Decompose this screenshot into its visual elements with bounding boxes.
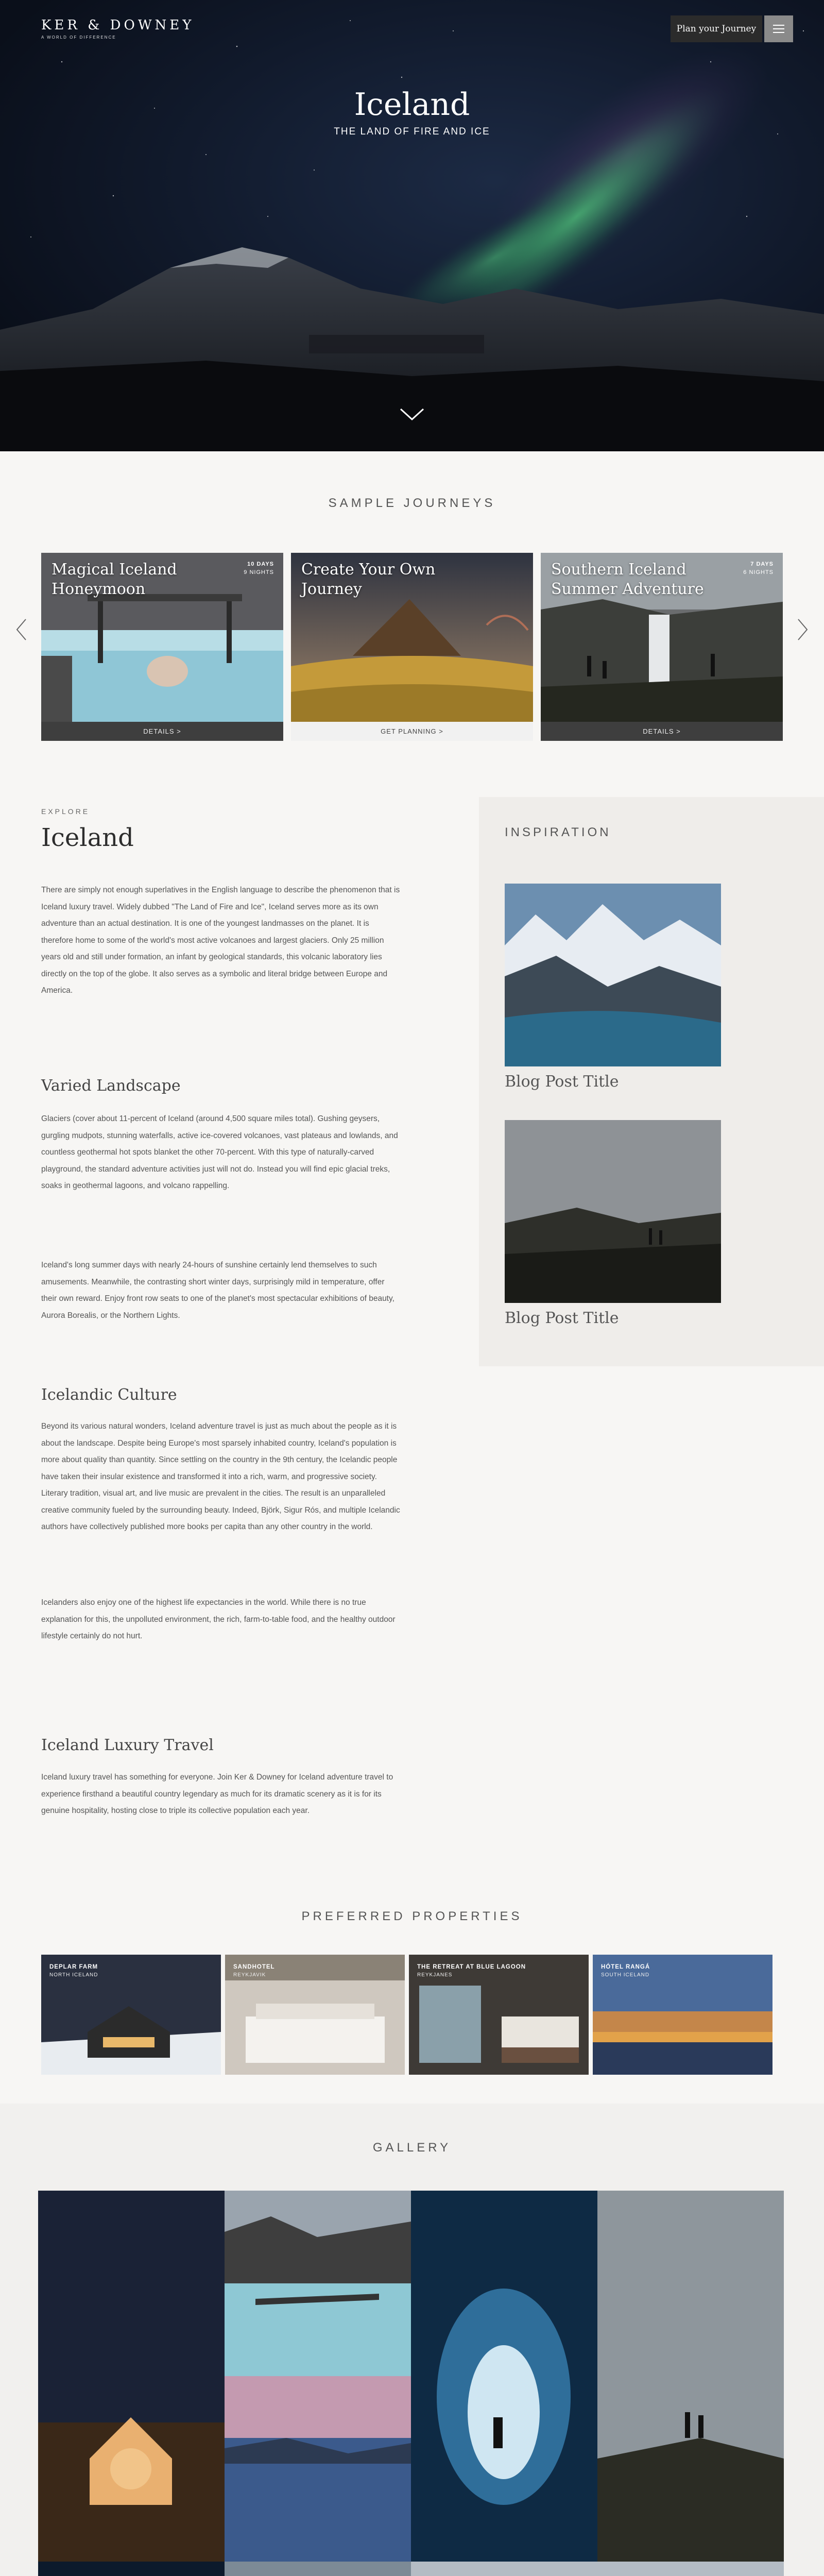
culture-paragraph: Icelanders also enjoy one of the highest life expectancies in the world. While there is no true explanation for this, the unpolluted environment, the rich, farm-to-table food, and the healthy outdoor lifestyle certainly do not hurt. [41,1598,396,1640]
section-heading-landscape: Varied Landscape [41,1077,181,1095]
gallery-image-sunset-lake[interactable] [225,2376,411,2562]
property-location: SOUTH ICELAND [601,1972,650,1978]
plan-journey-button[interactable]: Plan your Journey [671,15,762,42]
property-card[interactable] [593,1955,772,2075]
culture-paragraph: Beyond its various natural wonders, Iceland adventure travel is just as much about the people as it is about the landscape. Despite being Europe's most sparsely inhabited country, Iceland's population is more about quality than quantity. Since settling on the country in the 9th century, the Icelandic people have taken their insular existence and transformed it into a rich, warm, and progressive society. Literary tradition, visual art, and live music are prevalent in the cities. The result is an unparalleled creative community fueled by the surrounding beauty. Indeed, Björk, Sigur Rós, and multiple Icelandic authors have collectively published more books per capita than any other country in the world. [41,1422,400,1531]
section-heading-culture: Icelandic Culture [41,1386,177,1404]
property-card[interactable] [225,1955,405,2075]
hamburger-menu-button[interactable] [764,15,793,42]
journey-details-button[interactable]: DETAILS > [541,722,783,741]
explore-title: Iceland [41,823,134,852]
menu-line-icon [773,28,784,29]
properties-heading: PREFERRED PROPERTIES [301,1909,523,1923]
carousel-next-arrow-icon[interactable] [797,618,809,641]
gallery-image-cliff[interactable] [597,2191,784,2562]
inspiration-sidebar [479,797,824,1366]
journey-days: 7 DAYS [750,561,774,567]
gallery-image-whale-watching[interactable] [411,2562,784,2576]
gallery-image-ice-cave[interactable] [411,2191,597,2562]
journey-details-button[interactable]: DETAILS > [41,722,283,741]
blog-post-title[interactable]: Blog Post Title [505,1309,619,1327]
journey-days: 10 DAYS [247,561,274,567]
journeys-heading: SAMPLE JOURNEYS [328,496,496,510]
luxury-paragraph: Iceland luxury travel has something for everyone. Join Ker & Downey for Iceland adventure travel to experience firsthand a beautiful country legendary as much for its dramatic scenery as it is for its genuine hospitality, hosting close to triple its collective population each year. [41,1773,393,1815]
gallery-image-glacier-lagoon[interactable] [225,2562,411,2576]
journey-card-title: Magical Iceland Honeymoon [52,561,177,598]
explore-label: EXPLORE [41,807,90,816]
menu-line-icon [773,25,784,26]
property-location: REYKJAVIK [233,1972,266,1978]
property-name: DEPLAR FARM [49,1964,98,1970]
journey-nights: 9 NIGHTS [244,569,274,575]
site-logo[interactable] [41,18,194,40]
journey-card[interactable] [541,553,783,741]
gallery-image-lagoon[interactable] [225,2191,411,2376]
hero-title: Iceland [354,87,470,123]
inspiration-heading: INSPIRATION [505,825,611,839]
gallery-image-tent[interactable] [38,2191,225,2562]
property-name: HÓTEL RANGÁ [601,1964,650,1970]
menu-line-icon [773,32,784,33]
carousel-prev-arrow-icon[interactable] [15,618,27,641]
scroll-down-chevron-icon[interactable] [400,408,424,421]
property-card[interactable] [41,1955,221,2075]
hero-subtitle: THE LAND OF FIRE AND ICE [334,126,490,137]
section-heading-luxury: Iceland Luxury Travel [41,1736,214,1754]
property-location: NORTH ICELAND [49,1972,98,1978]
property-name: SANDHOTEL [233,1964,275,1970]
hero-background-image [0,0,824,451]
gallery-heading: GALLERY [372,2141,452,2155]
landscape-paragraph: Glaciers (cover about 11-percent of Iceland (around 4,500 square miles total). Gushing geysers, gurgling mudpots, stunning waterfalls, active ice-covered volcanoes, vast plateaus and lowlands, and countless geothermal hot spots blanket the other 70-percent. With this type of naturally-carved playground, the standard adventure activities just will not do. Instead you will find epic glacial treks, soaks in geothermal lagoons, and volcano rappelling. [41,1114,398,1190]
get-planning-button[interactable]: GET PLANNING > [291,722,533,741]
property-name: THE RETREAT AT BLUE LAGOON [417,1964,526,1970]
journey-card[interactable] [41,553,283,741]
journey-card-meta [244,560,274,577]
journey-nights: 6 NIGHTS [743,569,774,575]
blog-post-title[interactable]: Blog Post Title [505,1073,619,1091]
blog-post-image[interactable] [505,884,721,1066]
journey-card-title: Create Your Own Journey [301,561,436,598]
hero-section [0,0,824,451]
journey-card[interactable] [291,553,533,741]
journey-card-meta [743,560,774,577]
property-card[interactable] [409,1955,589,2075]
logo-wordmark: KER & DOWNEY [41,18,195,33]
logo-tagline: A WORLD OF DIFFERENCE [41,35,116,40]
landscape-paragraph: Iceland's long summer days with nearly 24-hours of sunshine certainly lend themselves to such amusements. Meanwhile, the contrasting short winter days, surprisingly mild in temperature, offer their own reward. Enjoy front row seats to one of the planet's most spectacular exhibitions of beauty, Aurora Borealis, or the Northern Lights. [41,1261,394,1320]
blog-post-image[interactable] [505,1120,721,1303]
intro-paragraph: There are simply not enough superlatives in the English language to describe the phenomenon that is Iceland luxury travel. Widely dubbed "The Land of Fire and Ice", Iceland serves more as its own adventure than an actual destination. It is one of the youngest landmasses on the planet. It is therefore home to some of the world's most active volcanoes and largest glaciers. Only 25 million years old and still under formation, an infant by geological standards, this volcanic laboratory lies directly on the top of the globe. It also serves as a symbolic and literal bridge between Europe and America. [41,886,400,995]
gallery-image-aurora[interactable] [38,2562,225,2576]
property-location: REYKJANES [417,1972,453,1978]
journey-card-title: Southern Iceland Summer Adventure [551,561,704,598]
